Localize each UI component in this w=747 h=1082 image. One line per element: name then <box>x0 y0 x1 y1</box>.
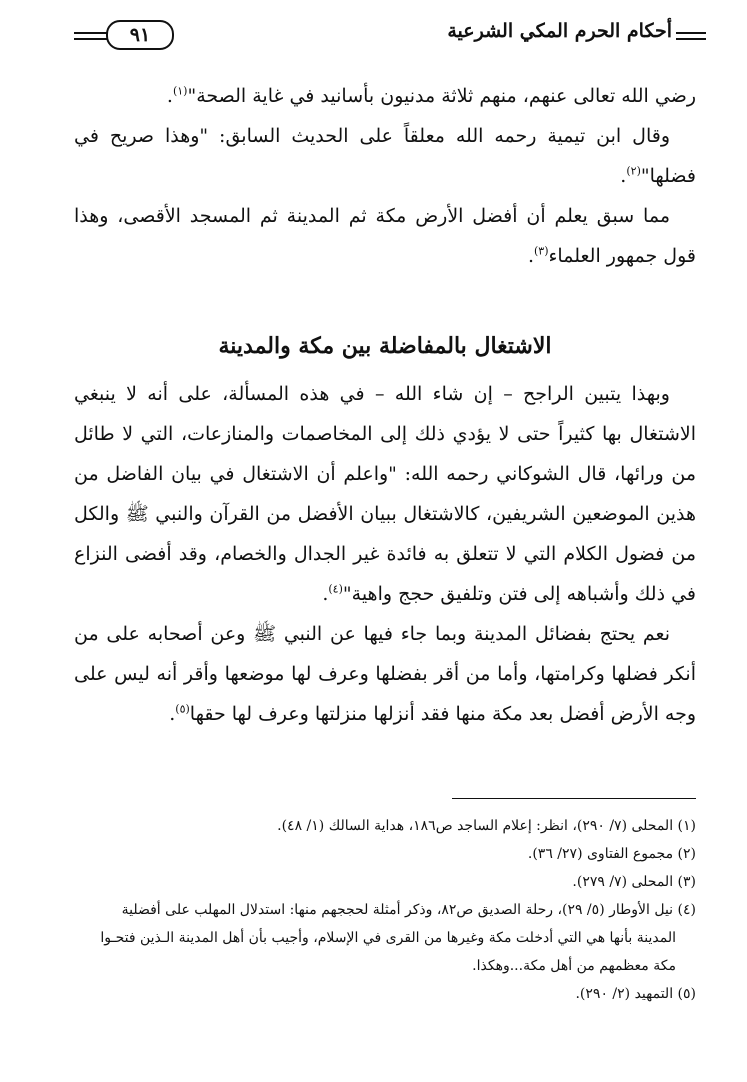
footnote-5: (٥) التمهيد (٢/ ٢٩٠). <box>575 986 696 1002</box>
paragraph-2-text: وقال ابن تيمية رحمه الله معلقاً على الحديث السابق: "وهذا صريح في فضلها" <box>74 125 696 187</box>
paragraph-1-text: رضي الله تعالى عنهم، منهم ثلاثة مدنيون بأسانيد في غاية الصحة" <box>187 85 696 107</box>
footnote-4: (٤) نيل الأوطار (٥/ ٢٩)، رحلة الصديق ص٨٢، وذكر أمثلة لحججهم منها: استدلال المهلب على أفضلية <box>121 902 696 918</box>
footnote-ref-4: (٤) <box>328 582 343 596</box>
footnote-ref-3: (٣) <box>533 244 549 258</box>
paragraph-5: نعم يحتج بفضائل المدينة وبما جاء فيها عن النبي ﷺ وعن أصحابه على من أنكر فضلها وكرامتها، وأما من أقر بفضلها وعرف لها موضعها وأقر أنه ليس على وجه الأرض أفضل بعد مكة منها فقد أنزلها منزلتها وعرف لها حقها$^{(٥)}$. <box>74 623 696 725</box>
main-text <box>74 76 696 734</box>
footnote-separator <box>452 798 696 799</box>
footnote-2: (٢) مجموع الفتاوى (٢٧/ ٣٦). <box>527 846 696 862</box>
paragraph-4-text: وبهذا يتبين الراجح – إن شاء الله – في هذه المسألة، على أنه لا ينبغي الاشتغال بها كثيراً حتى لا يؤدي ذلك إلى المخاصمات والمنازعات، التي لا طائل من ورائها، قال الشوكاني رحمه الله: "واعلم أن الاشتغال في بيان الفاضل من هذين الموضعين الشريفين، كالاشتغال ببيان الأفضل من القرآن والنبي ﷺ والكل من فضول الكلام التي لا تتعلق به فائدة غير الجدال والخصام، وقد أفضى النزاع في ذلك وأشباهه إلى فتن وتلفيق حجج واهية" <box>74 383 696 605</box>
footnote-3: (٣) المحلى (٧/ ٢٧٩). <box>572 874 696 890</box>
footnote-ref-1: (١) <box>172 84 188 98</box>
footnotes <box>74 812 696 1008</box>
paragraph-1: رضي الله تعالى عنهم، منهم ثلاثة مدنيون بأسانيد في غاية الصحة"$^{(١)}$. <box>166 84 696 107</box>
page-number: ٩١ <box>106 20 174 50</box>
footnote-ref-5: (٥) <box>175 702 190 716</box>
page-header <box>74 14 706 54</box>
section-heading: الاشتغال بالمفاضلة بين مكة والمدينة <box>218 333 552 359</box>
paragraph-2: وقال ابن تيمية رحمه الله معلقاً على الحديث السابق: "وهذا صريح في فضلها"$^{(٢)}$. <box>74 125 696 187</box>
book-title: أحكام الحرم المكي الشرعية <box>447 20 672 42</box>
paragraph-5-text: نعم يحتج بفضائل المدينة وبما جاء فيها عن النبي ﷺ وعن أصحابه على من أنكر فضلها وكرامتها، وأما من أقر بفضلها وعرف لها موضعها وأقر أنه ليس على وجه الأرض أفضل بعد مكة منها فقد أنزلها منزلتها وعرف لها حقها <box>74 623 696 725</box>
footnote-ref-2: (٢) <box>626 164 641 178</box>
header-rule-right-bottom <box>676 38 706 40</box>
paragraph-3: مما سبق يعلم أن أفضل الأرض مكة ثم المدينة ثم المسجد الأقصى، وهذا قول جمهور العلماء$^{(٣)}$. <box>74 205 696 267</box>
footnote-1: (١) المحلى (٧/ ٢٩٠)، انظر: إعلام الساجد ص١٨٦، هداية السالك (١/ ٤٨). <box>277 818 696 834</box>
header-rule-right-top <box>676 32 706 34</box>
paragraph-4: وبهذا يتبين الراجح – إن شاء الله – في هذه المسألة، على أنه لا ينبغي الاشتغال بها كثيراً حتى لا يؤدي ذلك إلى المخاصمات والمنازعات، التي لا طائل من ورائها، قال الشوكاني رحمه الله: "واعلم أن الاشتغال في بيان الفاضل من هذين الموضعين الشريفين، كالاشتغال ببيان الأفضل من القرآن والنبي ﷺ والكل من فضول الكلام التي لا تتعلق به فائدة غير الجدال والخصام، وقد أفضى النزاع في ذلك وأشباهه إلى فتن وتلفيق حجج واهية"$^{(٤)}$. <box>74 383 696 605</box>
footnote-4-line-3: مكة معظمهم من أهل مكة...وهكذا. <box>472 958 676 974</box>
footnote-4-line-2: المدينة بأنها هي التي أدخلت مكة وغيرها من القرى في الإسلام، وأجيب بأن أهل المدينة الـذين فتحـوا <box>100 930 676 946</box>
paragraph-3-text: مما سبق يعلم أن أفضل الأرض مكة ثم المدينة ثم المسجد الأقصى، وهذا قول جمهور العلماء <box>74 205 696 267</box>
